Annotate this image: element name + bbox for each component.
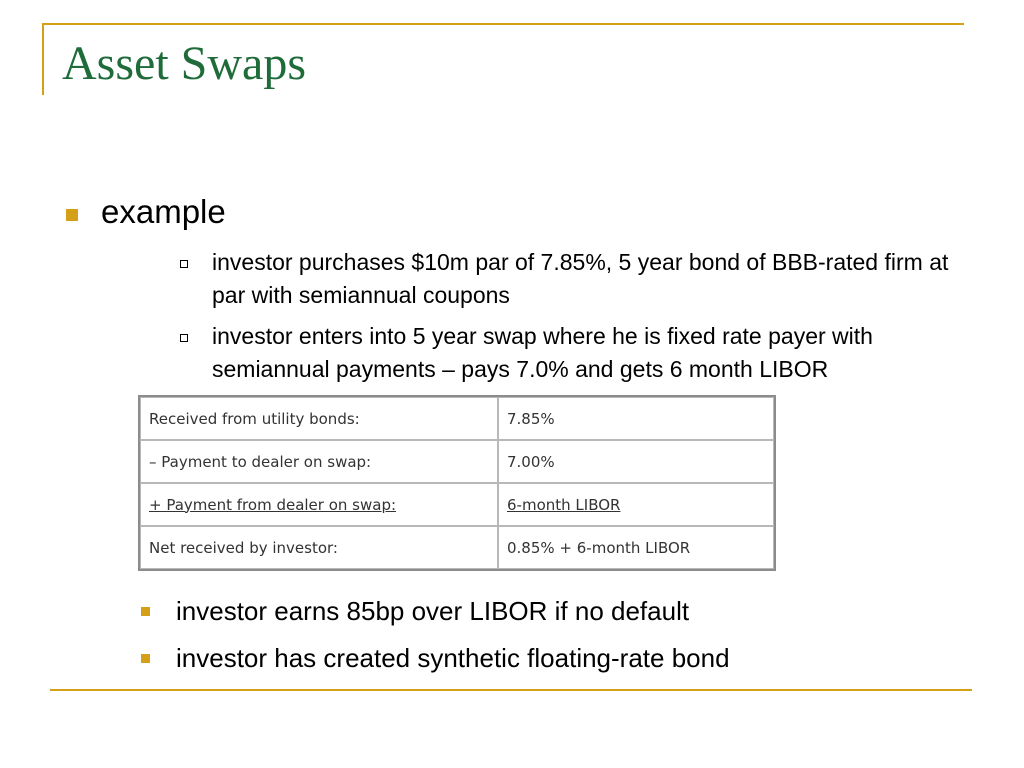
- table-row: [140, 526, 774, 569]
- table-cell-label: Net received by investor:: [140, 526, 498, 569]
- slide-frame-top-rule: [42, 23, 964, 25]
- table-cell-label: Received from utility bonds:: [140, 397, 498, 440]
- main-bullet-text: example: [101, 193, 226, 230]
- conclusion-synthetic-frn: investor has created synthetic floating-rate bond: [176, 643, 730, 673]
- table-row: [140, 440, 774, 483]
- hollow-square-bullet-icon: [180, 334, 188, 342]
- bullet-square-icon: [141, 607, 150, 616]
- sub-bullet-swap: investor enters into 5 year swap where he is fixed rate payer with semiannual payments – pays 7.0% and gets 6 month LIBOR: [212, 323, 873, 382]
- conclusion-earns-spread: investor earns 85bp over LIBOR if no default: [176, 596, 690, 626]
- table-cell-value: 7.00%: [498, 440, 774, 483]
- hollow-square-bullet-icon: [180, 260, 188, 268]
- table-cell-value: 7.85%: [498, 397, 774, 440]
- cash-flow-table: [138, 395, 776, 571]
- table-row: [140, 483, 774, 526]
- table-cell-label: – Payment to dealer on swap:: [140, 440, 498, 483]
- slide-title: Asset Swaps: [62, 37, 307, 90]
- bullet-square-icon: [141, 654, 150, 663]
- slide-frame-left-rule: [42, 23, 44, 95]
- slide-frame-bottom-rule: [50, 689, 972, 691]
- bullet-square-icon: [66, 209, 78, 221]
- table-cell-label: + Payment from dealer on swap:: [140, 483, 498, 526]
- sub-bullet-purchase: investor purchases $10m par of 7.85%, 5 year bond of BBB-rated firm at par with semiannual coupons: [212, 249, 949, 308]
- table-row: [140, 397, 774, 440]
- table-cell-value: 6-month LIBOR: [498, 483, 774, 526]
- table-cell-value: 0.85% + 6-month LIBOR: [498, 526, 774, 569]
